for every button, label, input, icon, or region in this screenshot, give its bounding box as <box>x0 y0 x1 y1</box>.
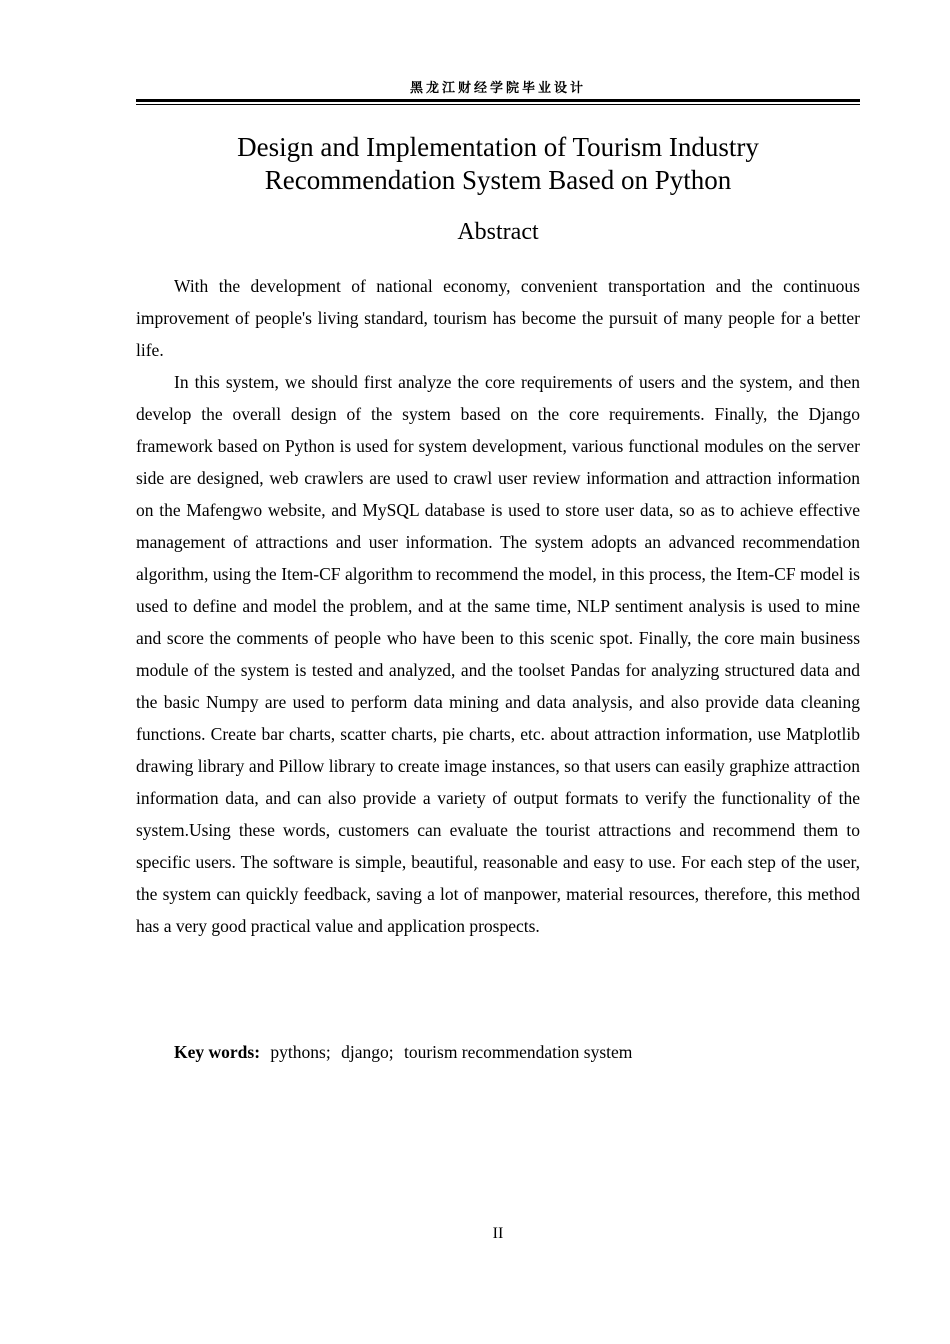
abstract-body <box>136 270 860 942</box>
keywords-line <box>174 1036 860 1068</box>
paper-title <box>136 131 860 197</box>
header-rule-thick <box>136 99 860 102</box>
abstract-paragraph-2: In this system, we should first analyze the core requirements of users and the system, and then develop the overall design of the system based on the core requirements. Finally, the Django framework based on Python is used for system development, various functional modules on the server side are designed, web crawlers are used to crawl user review information and attraction information on the Mafengwo website, and MySQL database is used to store user data, so as to achieve effective management of attractions and user information. The system adopts an advanced recommendation algorithm, using the Item-CF algorithm to recommend the model, in this process, the Item-CF model is used to define and model the problem, and at the same time, NLP sentiment analysis is used to mine and score the comments of people who have been to this scenic spot. Finally, the core main business module of the system is tested and analyzed, and the toolset Pandas for analyzing structured data and the basic Numpy are used to perform data mining and data analysis, and also provide data cleaning functions. Create bar charts, scatter charts, pie charts, etc. about attraction information, use Matplotlib drawing library and Pillow library to create image instances, so that users can easily graphize attraction information data, and can also provide a variety of output formats to verify the functionality of the system.Using these words, customers can evaluate the tourist attractions and recommend them to specific users. The software is simple, beautiful, reasonable and easy to use. For each step of the user, the system can quickly feedback, saving a lot of manpower, material resources, therefore, this method has a very good practical value and application prospects. <box>136 372 860 936</box>
keywords-label: Key words: <box>174 1042 261 1062</box>
keyword-item: django; <box>341 1042 394 1062</box>
page-header: 黑龙江财经学院毕业设计 <box>409 81 586 96</box>
abstract-heading: Abstract <box>457 219 539 245</box>
paper-title-line-1: Design and Implementation of Tourism Industry <box>237 132 759 162</box>
keyword-item: tourism recommendation system <box>403 1042 633 1062</box>
page-number: II <box>492 1225 504 1242</box>
keyword-item: pythons; <box>270 1042 331 1062</box>
header-rule-thin <box>136 104 860 105</box>
paper-title-line-2: Recommendation System Based on Python <box>264 165 732 195</box>
abstract-paragraph-1: With the development of national economy, convenient transportation and the continuous improvement of people's living standard, tourism has become the pursuit of many people for a better life. <box>136 276 860 360</box>
